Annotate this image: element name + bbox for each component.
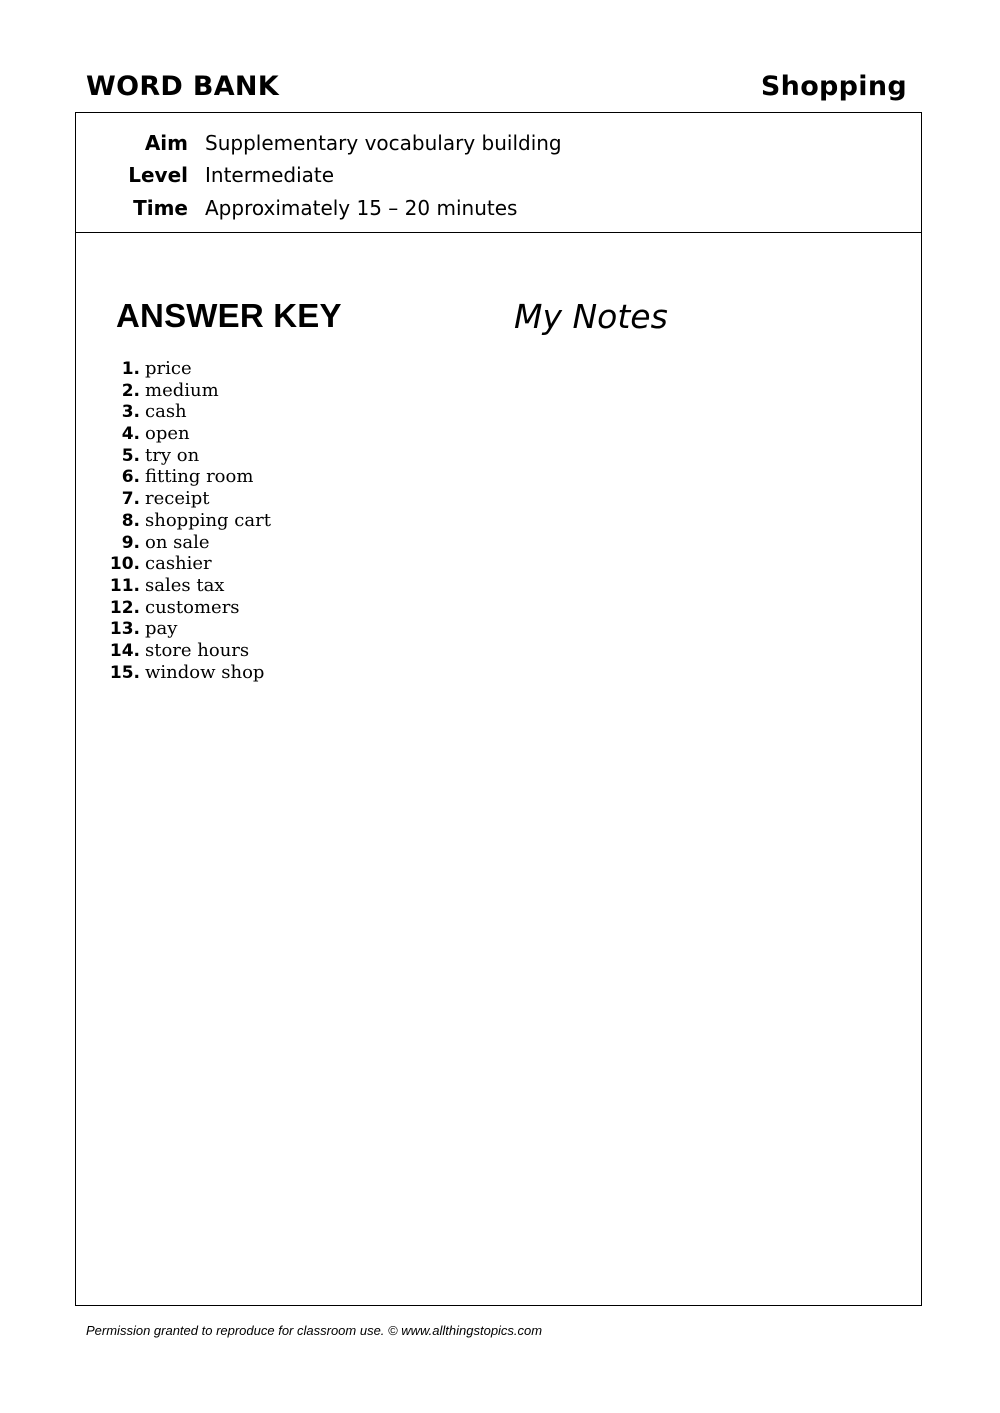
answer-item <box>100 358 271 380</box>
answer-number: 3. <box>121 402 140 423</box>
info-label: Time <box>133 196 188 220</box>
answer-word: on sale <box>145 531 210 553</box>
answer-word: sales tax <box>145 574 225 596</box>
answer-number: 5. <box>121 445 140 466</box>
answer-word: window shop <box>145 661 265 683</box>
info-value: Supplementary vocabulary building <box>205 131 562 155</box>
answer-number: 15. <box>109 662 140 683</box>
answer-number: 9. <box>121 532 140 553</box>
answer-item <box>100 553 271 575</box>
answer-item <box>100 488 271 510</box>
info-panel <box>76 113 921 233</box>
answer-item <box>100 423 271 445</box>
answer-word: shopping cart <box>145 509 271 531</box>
answer-number: 6. <box>121 467 140 488</box>
answer-word: cashier <box>145 553 212 575</box>
worksheet-frame <box>75 112 922 1306</box>
answer-item <box>100 597 271 619</box>
answer-item <box>100 510 271 532</box>
answer-item <box>100 618 271 640</box>
answer-word: store hours <box>145 639 250 661</box>
answer-number: 4. <box>121 424 140 445</box>
answer-item <box>100 532 271 554</box>
info-value: Intermediate <box>205 163 335 187</box>
info-row-time <box>76 193 921 223</box>
permission-footer: Permission granted to reproduce for classroom use. © www.allthingstopics.com <box>86 1323 543 1338</box>
answer-key-title: ANSWER KEY <box>116 297 342 334</box>
answer-word: customers <box>145 596 240 618</box>
answer-number: 12. <box>109 597 140 618</box>
answer-number: 10. <box>109 554 140 575</box>
answer-item <box>100 466 271 488</box>
info-row-level <box>76 160 921 190</box>
answer-number: 8. <box>121 510 140 531</box>
answer-word: try on <box>145 444 200 466</box>
answer-number: 11. <box>109 575 140 596</box>
info-label: Aim <box>144 131 188 155</box>
answer-word: fitting room <box>145 466 254 488</box>
answer-number: 7. <box>121 489 140 510</box>
answer-number: 13. <box>109 619 140 640</box>
answer-number: 14. <box>109 640 140 661</box>
answer-word: open <box>145 423 190 445</box>
answer-number: 1. <box>121 359 140 379</box>
answer-item <box>100 662 271 684</box>
answer-item <box>100 640 271 662</box>
answer-word: cash <box>145 401 187 423</box>
info-label: Level <box>128 163 188 187</box>
answer-item <box>100 401 271 423</box>
answer-word: medium <box>145 379 219 401</box>
my-notes-title: My Notes <box>514 297 668 336</box>
answer-item <box>100 575 271 597</box>
topic-heading: Shopping <box>760 71 907 102</box>
answer-list <box>100 358 271 683</box>
answer-word: receipt <box>145 488 210 510</box>
info-value: Approximately 15 – 20 minutes <box>205 196 518 220</box>
answer-item <box>100 380 271 402</box>
answer-number: 2. <box>121 380 140 401</box>
worksheet-type-heading: WORD BANK <box>86 71 280 102</box>
answer-item <box>100 445 271 467</box>
info-row-aim <box>76 128 921 158</box>
answer-word: price <box>145 358 192 379</box>
answer-word: pay <box>145 618 178 640</box>
